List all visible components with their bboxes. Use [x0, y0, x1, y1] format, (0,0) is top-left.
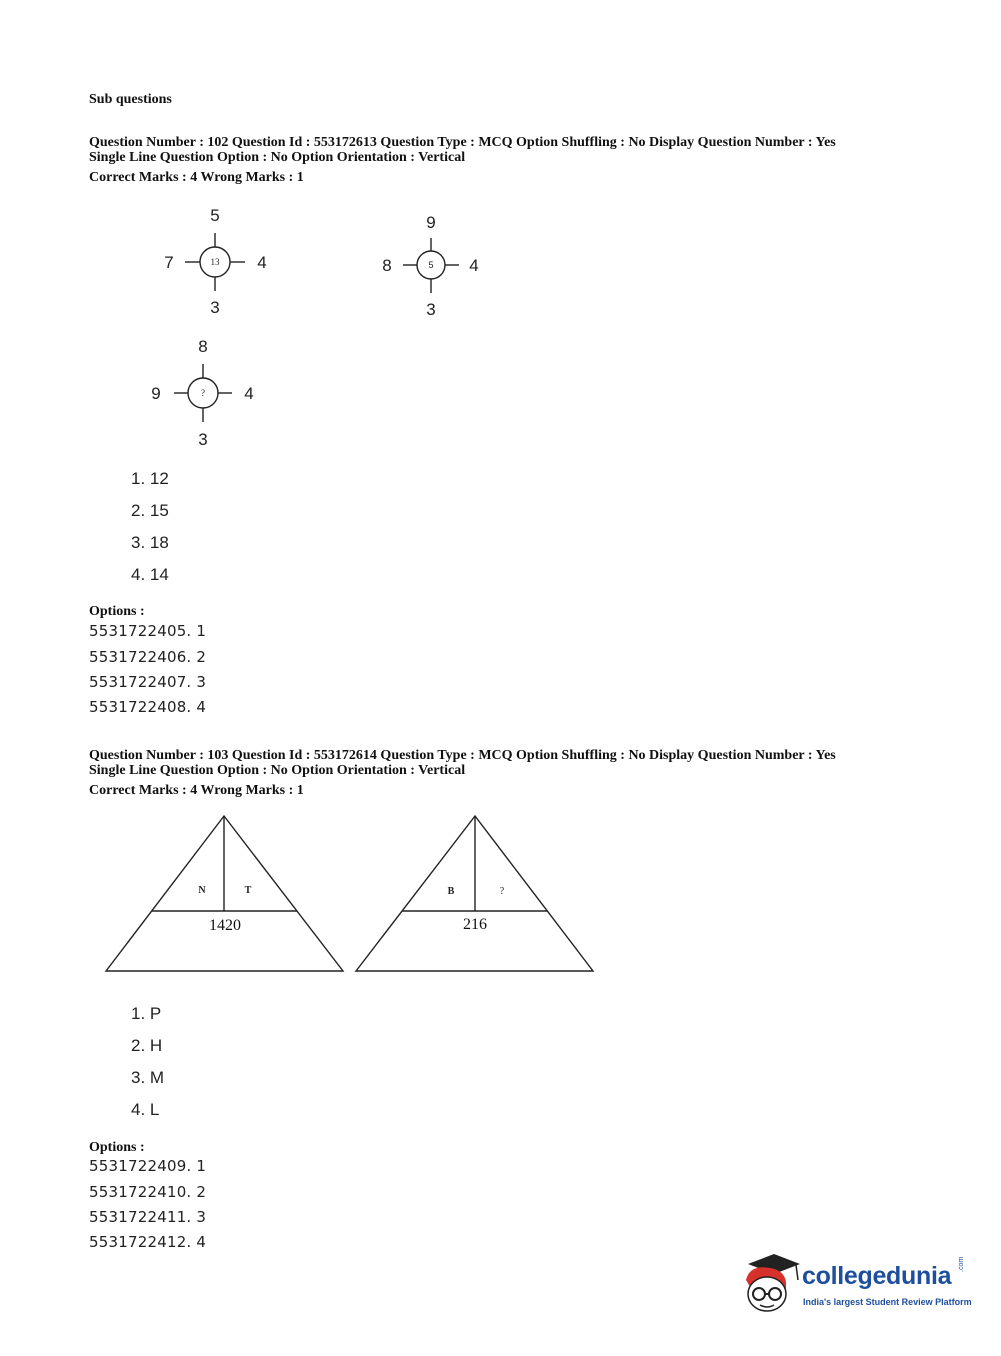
q103-t2-number: 216 — [463, 916, 487, 933]
q103-t2-right: ? — [499, 886, 505, 897]
mascot-icon — [740, 1250, 802, 1316]
q102-d1-top: 5 — [210, 206, 220, 225]
q103-t1-left: N — [198, 885, 206, 896]
q103-option-2: 5531722410. 2 — [89, 1183, 207, 1201]
q102-d2-center: 5 — [428, 260, 434, 270]
q103-answer-3: 3. M — [131, 1068, 165, 1087]
q102-meta-line-1: Question Number : 102 Question Id : 553172613 Question Type : MCQ Option Shuffling : No Display Question Number : Yes — [89, 135, 836, 150]
q102-option-1: 5531722405. 1 — [89, 622, 207, 640]
q103-answer-1: 1. P — [131, 1004, 162, 1023]
q103-answer-2: 2. H — [131, 1036, 163, 1055]
q102-d1-right: 4 — [257, 253, 267, 272]
q102-d2-top: 9 — [426, 213, 436, 232]
q103-t1-number: 1420 — [209, 917, 241, 934]
q102-d3-right: 4 — [244, 384, 254, 403]
q103-marks: Correct Marks : 4 Wrong Marks : 1 — [89, 783, 304, 798]
q102-d1-left: 7 — [164, 253, 174, 272]
q102-d2-right: 4 — [469, 256, 479, 275]
q102-option-2: 5531722406. 2 — [89, 648, 207, 666]
q102-d3-top: 8 — [198, 337, 208, 356]
q102-option-3: 5531722407. 3 — [89, 673, 207, 691]
q103-figure — [0, 805, 620, 985]
q102-d1-bottom: 3 — [210, 298, 220, 317]
q103-meta-line-2: Single Line Question Option : No Option Orientation : Vertical — [89, 763, 466, 778]
q103-t1-right: T — [244, 885, 252, 896]
q102-answer-1: 1. 12 — [131, 469, 169, 488]
q103-option-1: 5531722409. 1 — [89, 1157, 207, 1175]
page-heading: Sub questions — [89, 92, 172, 107]
logo-suffix: .com — [958, 1256, 965, 1272]
q102-figure — [0, 195, 520, 460]
q102-d3-left: 9 — [151, 384, 161, 403]
q103-meta-line-1: Question Number : 103 Question Id : 553172614 Question Type : MCQ Option Shuffling : No Display Question Number : Yes — [89, 748, 836, 763]
q103-options-label: Options : — [89, 1140, 145, 1155]
q102-answer-4: 4. 14 — [131, 565, 169, 584]
q102-d2-left: 8 — [382, 256, 392, 275]
q103-answer-4: 4. L — [131, 1100, 160, 1119]
logo-tagline: India's largest Student Review Platform — [803, 1297, 972, 1307]
q102-meta-line-2: Single Line Question Option : No Option Orientation : Vertical — [89, 150, 466, 165]
q102-options-label: Options : — [89, 604, 145, 619]
q102-answer-2: 2. 15 — [131, 501, 169, 520]
q103-triangle-1 — [106, 816, 343, 971]
q103-triangle-2 — [356, 816, 593, 971]
q103-option-4: 5531722412. 4 — [89, 1233, 207, 1251]
q103-option-3: 5531722411. 3 — [89, 1208, 207, 1226]
q103-t2-left: B — [447, 886, 455, 897]
logo-wordmark: collegedunia — [802, 1262, 952, 1290]
q102-d3-center: ? — [201, 388, 205, 398]
q102-d2-bottom: 3 — [426, 300, 436, 319]
q102-d1-center: 13 — [210, 257, 220, 267]
q102-option-4: 5531722408. 4 — [89, 698, 207, 716]
collegedunia-logo — [740, 1250, 980, 1320]
q102-d3-bottom: 3 — [198, 430, 208, 449]
q102-answer-3: 3. 18 — [131, 533, 169, 552]
q102-marks: Correct Marks : 4 Wrong Marks : 1 — [89, 170, 304, 185]
